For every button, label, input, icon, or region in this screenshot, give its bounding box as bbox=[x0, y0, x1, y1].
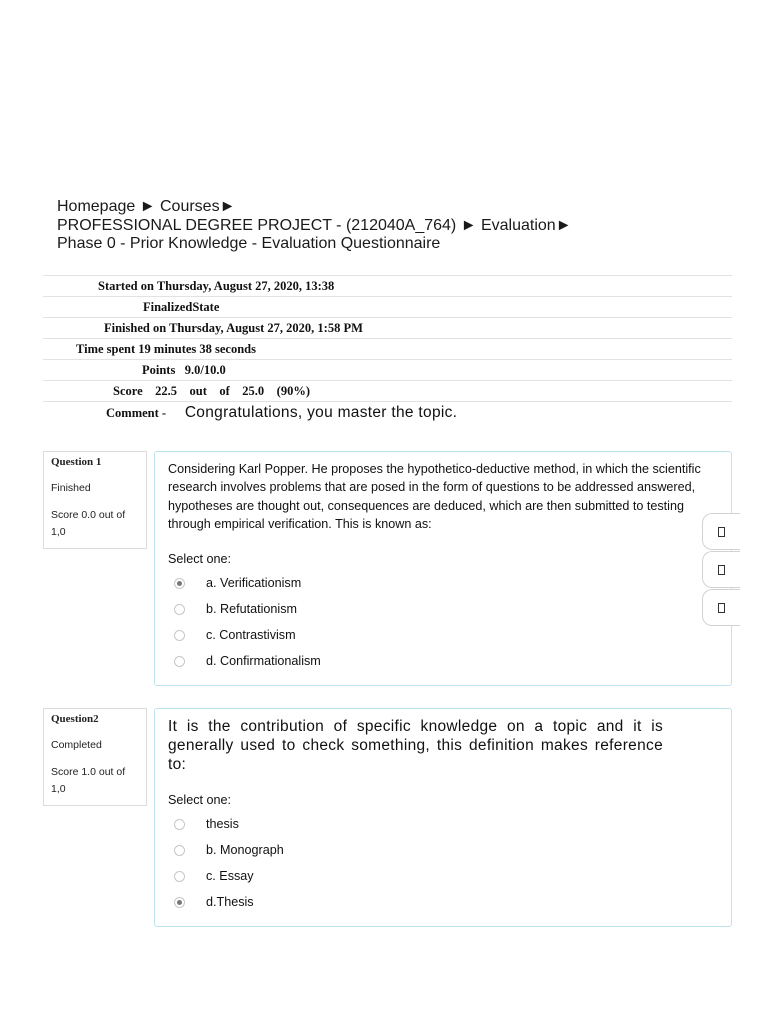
box-glyph-icon bbox=[718, 565, 725, 575]
radio-button[interactable] bbox=[174, 897, 185, 908]
answer-option[interactable] bbox=[168, 837, 723, 863]
question-1-content bbox=[154, 451, 732, 686]
question-grade: Score 1.0 out of 1,0 bbox=[51, 766, 126, 795]
answer-option-label[interactable]: b. Refutationism bbox=[206, 602, 297, 617]
answer-option[interactable] bbox=[168, 811, 723, 837]
summary-row-started bbox=[43, 276, 732, 297]
score-label: Score bbox=[113, 383, 143, 398]
attempt-summary-table bbox=[43, 275, 732, 424]
side-button-3[interactable] bbox=[702, 589, 740, 626]
state-label: Finalized bbox=[143, 299, 193, 314]
answer-option[interactable] bbox=[168, 889, 723, 915]
started-value: Thursday, August 27, 2020, 13:38 bbox=[156, 278, 335, 293]
answer-option[interactable] bbox=[168, 863, 723, 889]
score-value: 22.5 out of 25.0 (90%) bbox=[155, 383, 310, 398]
points-label: Points bbox=[142, 362, 176, 377]
question-2-info bbox=[43, 708, 147, 806]
finished-label: Finished on bbox=[104, 320, 167, 335]
side-button-1[interactable] bbox=[702, 513, 740, 550]
answer-option-label[interactable]: d. Confirmationalism bbox=[206, 654, 321, 669]
answer-option[interactable] bbox=[168, 596, 723, 622]
points-value: 9.0/10.0 bbox=[184, 362, 226, 377]
summary-row-comment bbox=[43, 402, 732, 425]
summary-row-finished bbox=[43, 318, 732, 339]
breadcrumb-line-1[interactable]: Homepage ► Courses► bbox=[57, 198, 236, 215]
question-text: Considering Karl Popper. He proposes the hypothetico-deductive method, in which the scientific research involves problems that are posed in the form of questions to be addressed answered, hypotheses are thought out, consequences are deduced, which are then submitted to testing through empirical verification. This is known as: bbox=[168, 462, 701, 531]
side-button-2[interactable] bbox=[702, 551, 740, 588]
answer-option-label[interactable]: thesis bbox=[206, 817, 239, 831]
summary-row-points bbox=[43, 360, 732, 381]
question-grade: Score 0.0 out of 1,0 bbox=[51, 509, 126, 538]
breadcrumb-line-2[interactable]: PROFESSIONAL DEGREE PROJECT - (212040A_764) ► Evaluation► bbox=[57, 216, 572, 234]
question-text: It is the contribution of specific knowledge on a topic and it is generally used to check something, this definition makes reference to: bbox=[168, 718, 663, 773]
box-glyph-icon bbox=[718, 527, 725, 537]
comment-label: Comment - bbox=[106, 406, 167, 420]
time-value: 19 minutes 38 seconds bbox=[138, 341, 256, 356]
radio-button[interactable] bbox=[174, 578, 185, 589]
radio-button[interactable] bbox=[174, 819, 185, 830]
breadcrumb-line-3[interactable]: Phase 0 - Prior Knowledge - Evaluation Questionnaire bbox=[57, 235, 441, 252]
comment-value: Congratulations, you master the topic. bbox=[184, 404, 458, 421]
question-number: Question2 bbox=[51, 713, 99, 725]
answer-option[interactable] bbox=[168, 622, 723, 648]
box-glyph-icon bbox=[718, 603, 725, 613]
select-one-prompt: Select one: bbox=[168, 552, 232, 567]
radio-button[interactable] bbox=[174, 630, 185, 641]
answer-option-label[interactable]: c. Essay bbox=[206, 869, 254, 883]
question-state: Finished bbox=[51, 482, 91, 494]
radio-button[interactable] bbox=[174, 604, 185, 615]
radio-button[interactable] bbox=[174, 871, 185, 882]
select-one-prompt: Select one: bbox=[168, 793, 232, 807]
answer-option-label[interactable]: d.Thesis bbox=[206, 895, 254, 909]
radio-button[interactable] bbox=[174, 656, 185, 667]
question-number: Question 1 bbox=[51, 456, 102, 468]
side-button-group bbox=[702, 513, 740, 627]
breadcrumb bbox=[57, 198, 677, 254]
question-state: Completed bbox=[51, 739, 102, 751]
summary-row-score bbox=[43, 381, 732, 402]
state-value: State bbox=[192, 299, 220, 314]
answer-option-label[interactable]: a. Verificationism bbox=[206, 576, 302, 591]
answer-option[interactable] bbox=[168, 570, 723, 596]
answer-option[interactable] bbox=[168, 648, 723, 674]
summary-row-state bbox=[43, 297, 732, 318]
answer-option-label[interactable]: b. Monograph bbox=[206, 843, 284, 857]
time-label: Time spent bbox=[76, 341, 136, 356]
question-2-content bbox=[154, 708, 732, 927]
summary-row-time bbox=[43, 339, 732, 360]
question-1-info bbox=[43, 451, 147, 549]
answer-option-label[interactable]: c. Contrastivism bbox=[206, 628, 296, 643]
started-label: Started on bbox=[98, 278, 154, 293]
finished-value: Thursday, August 27, 2020, 1:58 PM bbox=[169, 320, 363, 335]
radio-button[interactable] bbox=[174, 845, 185, 856]
